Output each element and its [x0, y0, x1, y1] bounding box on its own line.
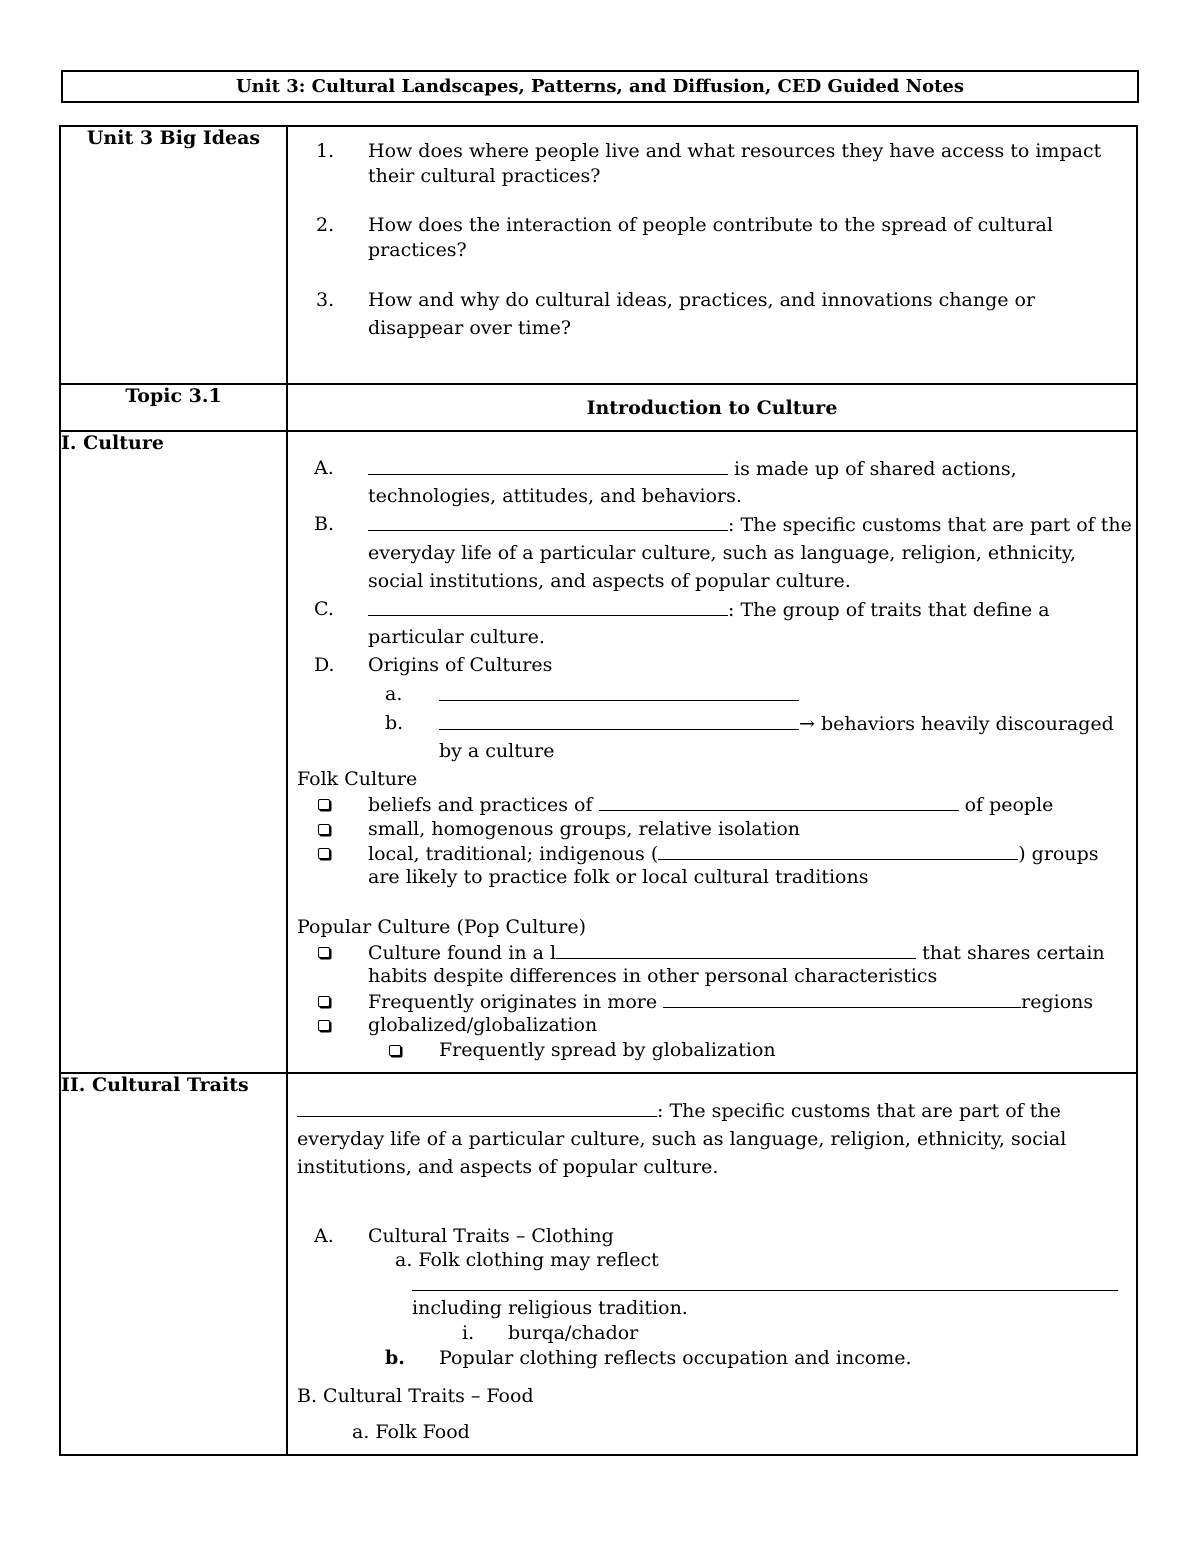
- item-marker: C.: [314, 598, 334, 620]
- question-text: How does where people live and what resources they have access to impact: [368, 140, 1102, 162]
- text-line: Cultural Traits – Clothing: [368, 1225, 614, 1247]
- item-marker: A.: [314, 457, 334, 479]
- checkbox-bullet-icon: [318, 841, 330, 865]
- big-ideas-row: [60, 126, 1137, 384]
- culture-label: I. Culture: [60, 431, 287, 1073]
- question-number: 2.: [316, 214, 335, 236]
- fill-in-blank[interactable]: [368, 512, 728, 531]
- cultural-traits-cell: [287, 1073, 1137, 1455]
- fill-in-blank[interactable]: [412, 1272, 1118, 1291]
- text-line: institutions, and aspects of popular culture.: [297, 1156, 719, 1178]
- origins-line-b: → behaviors heavily discouraged: [439, 711, 1114, 736]
- folk-item: beliefs and practices of of people: [368, 794, 1054, 816]
- item-marker: b.: [385, 712, 404, 734]
- item-marker: b.: [385, 1347, 405, 1369]
- text-line: Origins of Cultures: [368, 654, 553, 676]
- cultural-trait-line: : The specific customs that are part of the: [368, 512, 1132, 537]
- culture-cell: [287, 431, 1137, 1073]
- big-ideas-cell: [287, 126, 1137, 384]
- traits-definition-line: : The specific customs that are part of the: [297, 1098, 1061, 1123]
- text-line: everyday life of a particular culture, such as language, religion, ethnicity,: [368, 542, 1076, 564]
- fill-in-blank[interactable]: [663, 989, 1021, 1008]
- cultural-complex-line: : The group of traits that define a: [368, 597, 1050, 622]
- text-line: habits despite differences in other personal characteristics: [368, 965, 938, 987]
- fill-in-blank[interactable]: [556, 940, 916, 959]
- checkbox-bullet-icon: [318, 1013, 330, 1037]
- checkbox-bullet-icon: [318, 940, 330, 964]
- topic-label: Topic 3.1: [60, 384, 287, 431]
- folk-clothing-blank-line: [412, 1272, 1118, 1297]
- fill-in-blank[interactable]: [658, 841, 1018, 860]
- text-line: a. Folk Food: [352, 1421, 470, 1443]
- fill-in-blank[interactable]: [439, 711, 799, 730]
- cultural-traits-row: [60, 1073, 1137, 1455]
- text-line: are likely to practice folk or local cultural traditions: [368, 866, 869, 888]
- folk-item: local, traditional; indigenous ( ) groups: [368, 843, 1099, 865]
- question-text: their cultural practices?: [368, 165, 601, 187]
- cultural-traits-label: II. Cultural Traits: [60, 1073, 287, 1455]
- text-line: B. Cultural Traits – Food: [297, 1385, 534, 1407]
- pop-culture-heading: Popular Culture (Pop Culture): [297, 916, 586, 938]
- text-line: burqa/chador: [508, 1322, 639, 1344]
- text-line: including religious tradition.: [412, 1297, 688, 1319]
- checkbox-bullet-icon: [318, 792, 330, 816]
- question-text: How does the interaction of people contribute to the spread of cultural: [368, 214, 1053, 236]
- culture-row: [60, 431, 1137, 1073]
- checkbox-bullet-icon: [389, 1038, 401, 1062]
- page-title: Unit 3: Cultural Landscapes, Patterns, and Diffusion, CED Guided Notes: [61, 70, 1139, 103]
- text-line: everyday life of a particular culture, such as language, religion, ethnicity, social: [297, 1128, 1067, 1150]
- pop-subitem: Frequently spread by globalization: [439, 1039, 776, 1061]
- text-line: social institutions, and aspects of popular culture.: [368, 570, 851, 592]
- question-number: 3.: [316, 289, 335, 311]
- folk-item: small, homogenous groups, relative isolation: [368, 818, 800, 840]
- item-marker: i.: [462, 1322, 475, 1344]
- topic-title: Introduction to Culture: [287, 384, 1137, 431]
- big-ideas-label: Unit 3 Big Ideas: [60, 126, 287, 384]
- text-line: by a culture: [439, 740, 555, 762]
- fill-in-blank[interactable]: [297, 1098, 657, 1117]
- item-marker: B.: [314, 513, 335, 535]
- question-number: 1.: [316, 140, 335, 162]
- question-text: practices?: [368, 239, 467, 261]
- question-text: How and why do cultural ideas, practices, and innovations change or: [368, 289, 1036, 311]
- text-line: particular culture.: [368, 626, 545, 648]
- checkbox-bullet-icon: [318, 989, 330, 1013]
- origins-line-a: [439, 682, 799, 707]
- culture-definition-line: is made up of shared actions,: [368, 456, 1017, 481]
- pop-item: Culture found in a l that shares certain: [368, 942, 1105, 964]
- text-line: technologies, attitudes, and behaviors.: [368, 485, 742, 507]
- pop-item: globalized/globalization: [368, 1014, 598, 1036]
- item-marker: D.: [314, 654, 335, 676]
- fill-in-blank[interactable]: [599, 792, 959, 811]
- checkbox-bullet-icon: [318, 817, 330, 841]
- guided-notes-table: [59, 125, 1138, 1456]
- fill-in-blank[interactable]: [368, 597, 728, 616]
- fill-in-blank[interactable]: [439, 682, 799, 701]
- topic-row: [60, 384, 1137, 431]
- folk-culture-heading: Folk Culture: [297, 768, 418, 790]
- fill-in-blank[interactable]: [368, 456, 728, 475]
- pop-item: Frequently originates in more regions: [368, 991, 1094, 1013]
- item-marker: A.: [314, 1225, 334, 1247]
- item-marker: a.: [385, 683, 403, 705]
- question-text: disappear over time?: [368, 317, 572, 339]
- text-line: a. Folk clothing may reflect: [395, 1249, 659, 1271]
- text-line: Popular clothing reflects occupation and income.: [439, 1347, 912, 1369]
